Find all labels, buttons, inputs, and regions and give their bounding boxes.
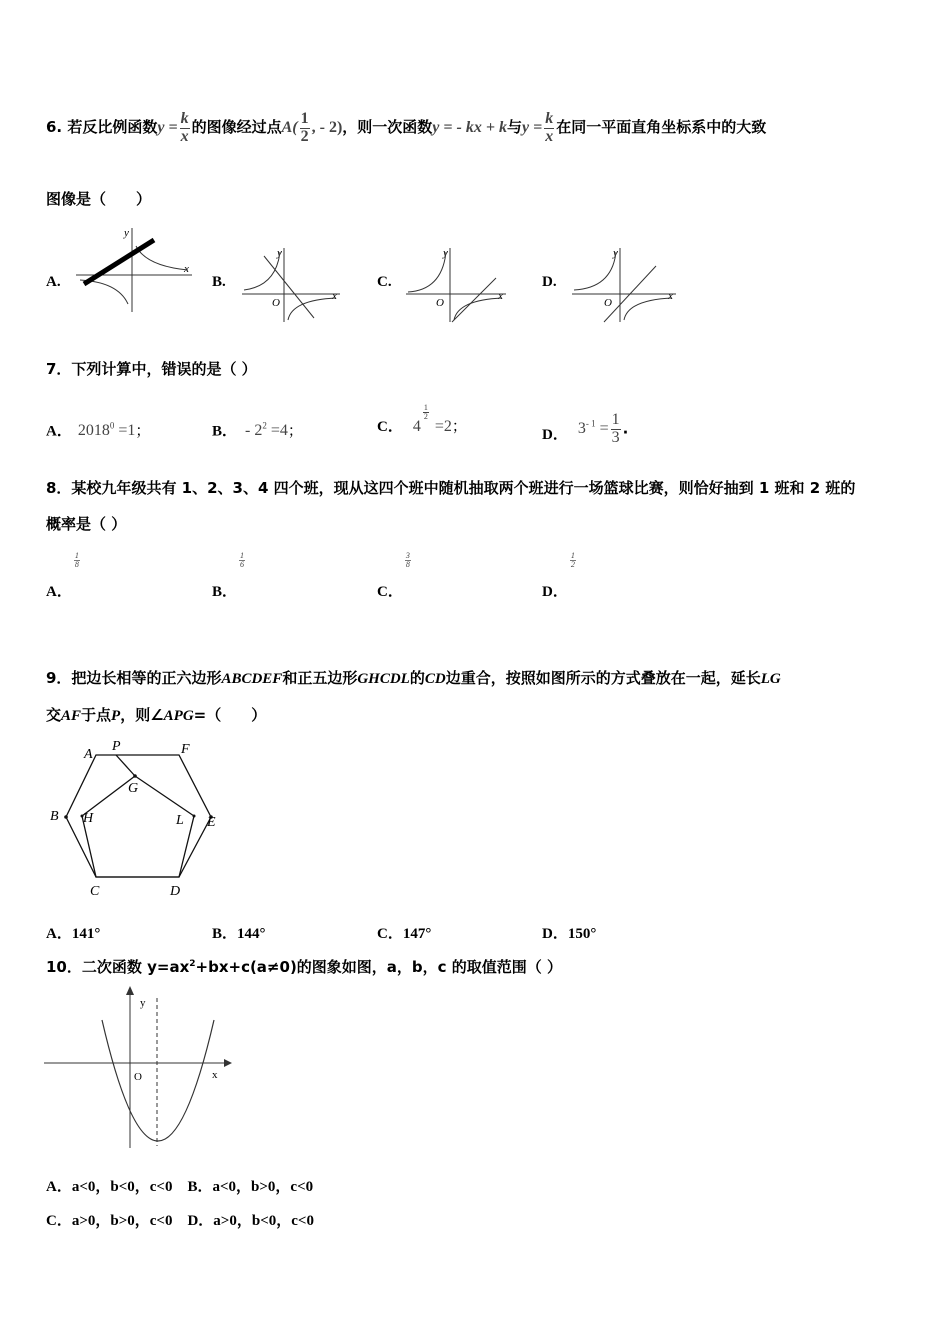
- q6d-axis-x: x: [668, 290, 673, 302]
- q9-label-l: L: [176, 813, 184, 828]
- q6-option-c-label: C.: [377, 274, 392, 290]
- q6b-axis-y: y: [277, 247, 282, 259]
- q9-label-p: P: [112, 739, 121, 754]
- q7-stem: 7．下列计算中，错误的是（ ）: [46, 360, 257, 378]
- q10-options-cd: C．a>0，b>0，c<0 D．a>0，b<0，c<0: [46, 1213, 314, 1229]
- q6b-origin: O: [272, 297, 280, 309]
- q9-option-c: C．147°: [377, 926, 432, 942]
- q8-stem-line1: 8．某校九年级共有 1、2、3、4 四个班，现从这四个班中随机抽取两个班进行一场篮球比赛，则恰好抽到 1 班和 2 班的: [46, 479, 856, 497]
- q6d-origin: O: [604, 297, 612, 309]
- q10-graph: [44, 984, 240, 1154]
- q6-option-b-graph: [240, 244, 350, 324]
- q6-formula-1: y = $\frac{k}{x}$: [157, 110, 189, 145]
- q6-option-c-graph: [404, 244, 514, 324]
- q6c-origin: O: [436, 297, 444, 309]
- q6-point-a: A( $\frac{1}{2}$ , - 2): [281, 110, 343, 145]
- q9-option-b: B．144°: [212, 926, 266, 942]
- q8-stem-line2: 概率是（ ）: [46, 515, 127, 533]
- q6-option-d-graph: [570, 244, 682, 324]
- q9-stem-line2: 交AF于点P，则∠APG=（ ）: [46, 706, 267, 724]
- q9-label-c: C: [90, 884, 100, 899]
- q6d-axis-y: y: [613, 247, 618, 259]
- q6-number: 6.: [46, 118, 63, 136]
- q6-option-b-label: B.: [212, 274, 226, 290]
- q7-option-a: A． 2018$^0$ =1；: [46, 421, 151, 440]
- q9-label-g: G: [128, 781, 139, 796]
- q6-text-3: ，则一次函数: [342, 118, 433, 136]
- q6-formula-2: y = - kx + k: [432, 119, 507, 136]
- q6c-axis-y: y: [443, 247, 448, 259]
- q8-option-a: A． $\frac{1}{8}$: [46, 551, 79, 600]
- q6-text-2: 的图像经过点: [191, 118, 282, 136]
- q6-text-5: 在同一平面直角坐标系中的大致: [556, 118, 767, 136]
- q7-option-c: C． 4 $\frac{1}{2}$ =2；: [377, 403, 467, 435]
- q10-options-ab: A．a<0，b<0，c<0 B．a<0，b>0，c<0: [46, 1179, 314, 1195]
- q6-option-a-graph: [76, 224, 196, 314]
- q9-label-h: H: [83, 811, 94, 826]
- q8-option-d: D． $\frac{1}{2}$: [542, 551, 575, 600]
- q9-label-a: A: [84, 747, 93, 762]
- q9-label-d: D: [170, 884, 181, 899]
- q9-stem-line1: 9．把边长相等的正六边形ABCDEF和正五边形GHCDL的CD边重合，按照如图所示的方式叠放在一起，延长LG: [46, 669, 781, 687]
- q9-option-d: D．150°: [542, 926, 597, 942]
- q6-option-a-label: A.: [46, 274, 61, 290]
- q8-option-c: C． $\frac{3}{8}$: [377, 551, 410, 600]
- q9-label-e: E: [207, 815, 216, 830]
- q9-option-a: A．141°: [46, 926, 101, 942]
- q7-option-b: B． - $2^2 =4$；: [212, 421, 303, 440]
- q8-option-b: B． $\frac{1}{6}$: [212, 551, 245, 600]
- q9-label-f: F: [181, 742, 190, 757]
- q10-stem: 10．二次函数 $y=ax^2+bx+c(a\ne 0)$的图象如图，a，b，c 的取值范围（ ）: [46, 958, 562, 976]
- q6a-axis-y: y: [124, 227, 129, 239]
- q6c-axis-x: x: [498, 290, 503, 302]
- q6b-axis-x: x: [332, 290, 337, 302]
- q6-text-4: 与: [506, 118, 522, 136]
- q10-axis-y: y: [140, 997, 146, 1009]
- q10-origin: O: [134, 1071, 142, 1083]
- q9-label-b: B: [50, 809, 59, 824]
- q6-stem-line2: 图像是（ ）: [46, 190, 152, 208]
- q6-text-1: 若反比例函数: [67, 118, 158, 136]
- q6-option-d-label: D.: [542, 274, 557, 290]
- q7-option-d: D． $3^{- 1}$ = $\frac{1}{3}$ .: [542, 411, 629, 447]
- q6-formula-3: y = $\frac{k}{x}$: [521, 110, 554, 145]
- q6-stem-line1: [46, 102, 766, 152]
- q9-figure: [44, 736, 234, 906]
- q6a-axis-x: x: [184, 263, 189, 275]
- q10-axis-x: x: [212, 1069, 218, 1081]
